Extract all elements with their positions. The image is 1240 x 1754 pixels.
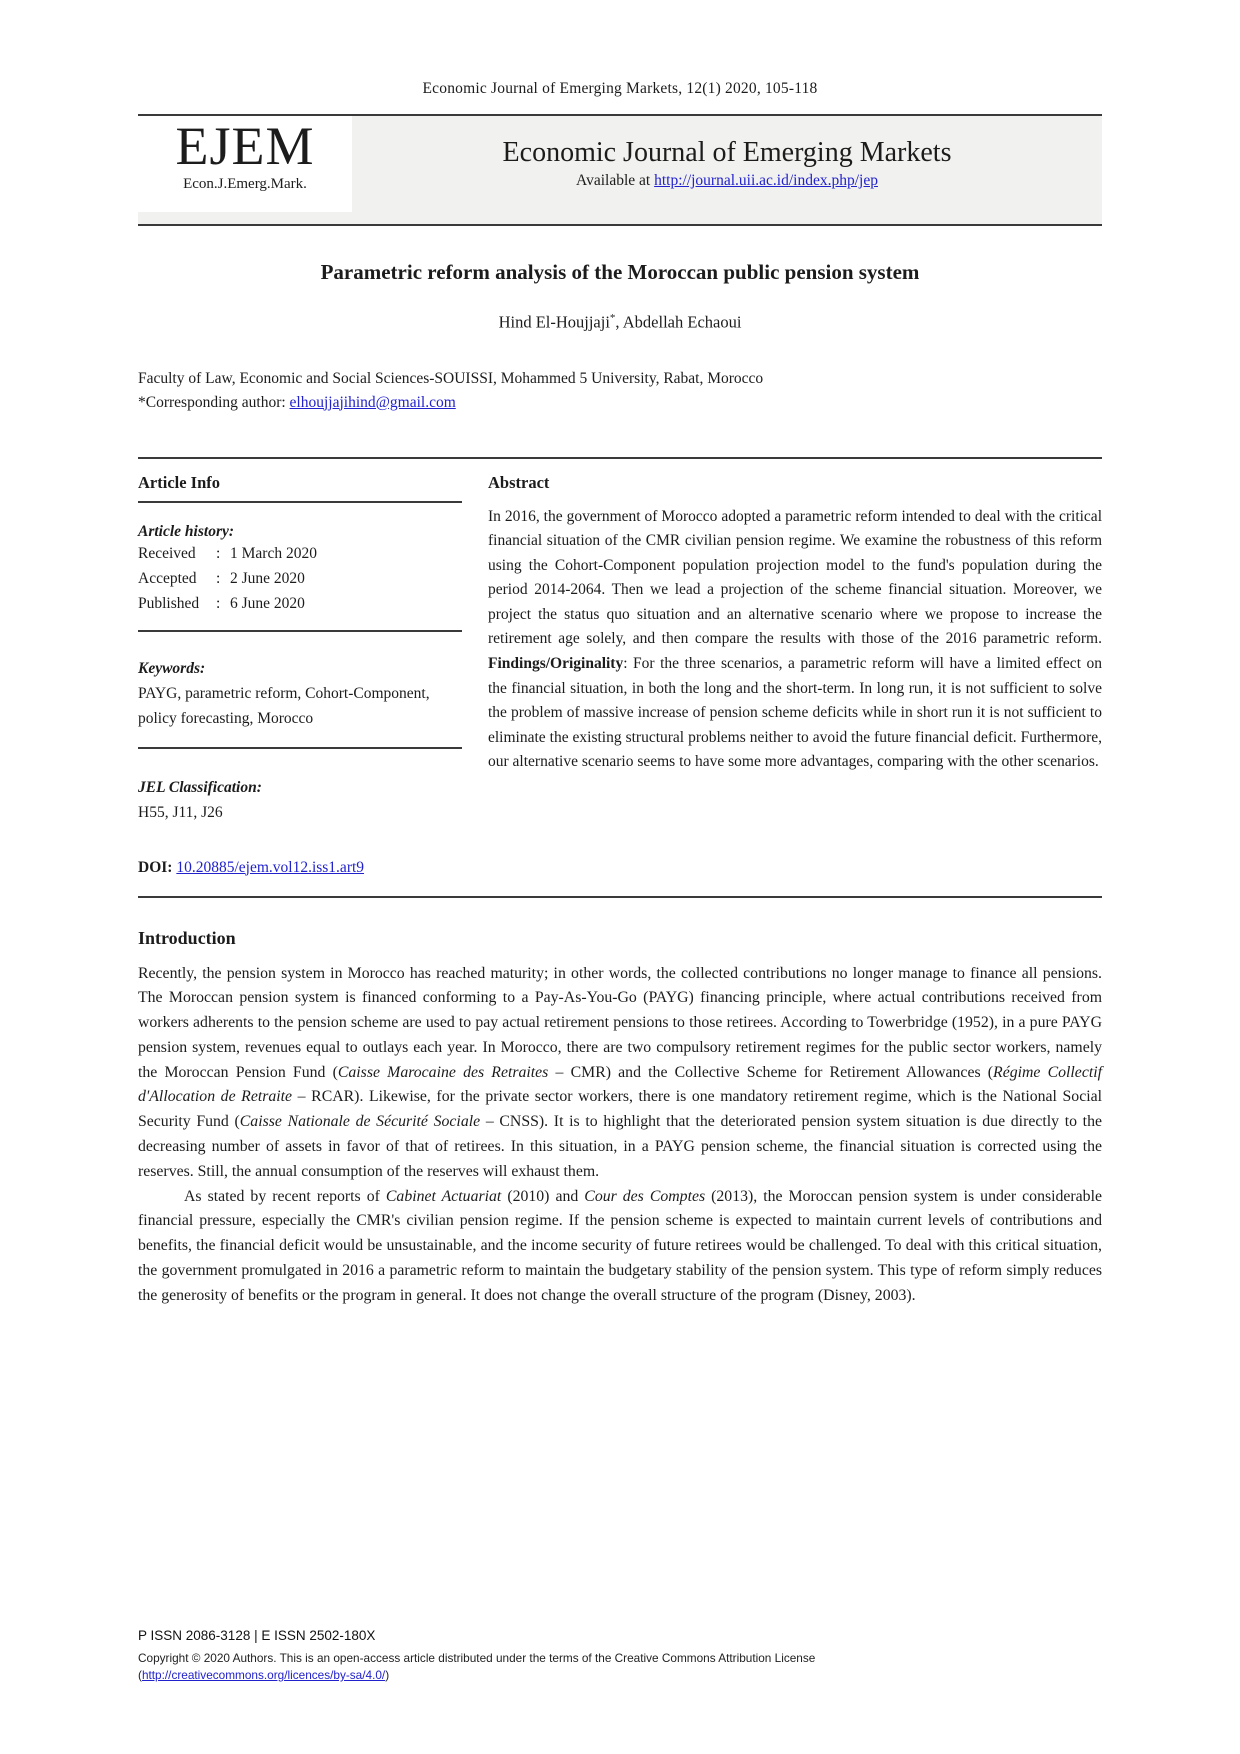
text-segment: (2010) and — [501, 1187, 585, 1205]
corresponding-prefix: *Corresponding author: — [138, 393, 290, 411]
text-segment: – RCAR). Likewise, for the private sector workers, there is one mandatory retirement regime, which is the National Social Security Fund ( — [138, 1088, 1102, 1131]
introduction-heading: Introduction — [138, 927, 236, 948]
article-history-block — [138, 523, 462, 632]
history-label: Received — [138, 544, 196, 562]
affiliation-block — [138, 367, 1102, 415]
history-row-received — [138, 541, 462, 566]
text-segment: As stated by recent reports of — [184, 1187, 386, 1205]
abstract-text — [488, 505, 1102, 776]
keywords-label: Keywords: — [138, 659, 206, 677]
keywords-text: PAYG, parametric reform, Cohort-Component, policy forecasting, Morocco — [138, 684, 430, 727]
journal-masthead — [138, 114, 1102, 226]
copyright-line: Copyright © 2020 Authors. This is an open-access article distributed under the terms of the Creative Commons Attribution License — [138, 1651, 816, 1665]
jel-block — [138, 775, 462, 825]
history-label: Published — [138, 594, 200, 612]
article-title: Parametric reform analysis of the Moroccan public pension system — [320, 260, 920, 284]
journal-title: Economic Journal of Emerging Markets — [502, 137, 952, 168]
corresponding-author-asterisk: * — [609, 312, 616, 324]
history-colon: : — [216, 569, 221, 587]
history-label: Accepted — [138, 569, 197, 587]
journal-logo-acronym: EJEM — [175, 116, 315, 176]
text-segment: Cabinet Actuariat — [385, 1187, 502, 1205]
text-segment: In 2016, the government of Morocco adopted a parametric reform intended to deal with the critical financial situation of the CMR civilian pension regime. We examine the robustness of this reform using the Cohort-Component population projection model to the fund's population during the period 2014-2064. Then we lead a projection of the scheme financial situation. Moreover, we project the status quo situation and an alternative scenario where we propose to increase the retirement age solely, and then compare the results with those of the 2016 parametric reform. — [488, 507, 1102, 648]
author-first: Hind El-Houjjaji — [498, 312, 610, 332]
history-colon: : — [216, 544, 221, 562]
article-history-label: Article history: — [138, 522, 235, 540]
history-row-published — [138, 591, 462, 616]
authors-line — [138, 312, 1102, 333]
journal-logo — [138, 116, 352, 212]
article-info-heading: Article Info — [138, 471, 462, 503]
text-segment: Caisse Nationale de Sécurité Sociale — [239, 1113, 481, 1131]
license-line — [138, 1667, 1102, 1684]
journal-homepage-link[interactable]: http://journal.uii.ac.id/index.php/jep — [654, 172, 878, 189]
text-segment: : For the three scenarios, a parametric reform will have a limited effect on the financial situation, in both the long and the short-term. In long run, it is not sufficient to solve the problem of massive increase of pension scheme deficits while in short run it is not sufficient to eliminate the existing structural problems neither to avoid the future financial deficit. Furthermore, our alternative scenario seems to have some more advantages, comparing with the other scenarios. — [488, 655, 1102, 771]
journal-availability-line — [576, 172, 878, 190]
text-segment: Recently, the pension system in Morocco has reached maturity; in other words, the collected contributions no longer manage to finance all pensions. The Moroccan pension system is financed conforming to a Pay-As-You-Go (PAYG) financing principle, where actual contributions received from workers adherents to the pension scheme are used to pay actual retirement pensions to those retirees. According to Towerbridge (1952), in a pure PAYG pension system, revenues equal to outlays each year. In Morocco, there are two compulsory retirement regimes for the public sector workers, namely the Moroccan Pension Fund ( — [138, 964, 1102, 1081]
text-segment: – CNSS). It is to highlight that the deteriorated pension system situation is due directly to the decreasing number of assets in favor of that of retirees. In this situation, in a PAYG pension scheme, the financial situation is corrected using the reserves. Still, the annual consumption of the reserves will exhaust them. — [138, 1113, 1102, 1180]
history-value: 6 June 2020 — [230, 594, 305, 612]
abstract-heading: Abstract — [488, 472, 550, 492]
inline-link[interactable]: http://creativecommons.org/licences/by-sa/4.0/ — [141, 1668, 386, 1682]
introduction-paragraph-2 — [138, 1185, 1102, 1309]
keywords-block — [138, 656, 462, 749]
history-value: 2 June 2020 — [230, 569, 305, 587]
info-abstract-section — [138, 457, 1102, 898]
issn-line: P ISSN 2086-3128 | E ISSN 2502-180X — [138, 1628, 376, 1643]
jel-label: JEL Classification: — [138, 778, 262, 796]
corresponding-email-link[interactable]: elhoujjajihind@gmail.com — [289, 393, 456, 411]
introduction-paragraph-1 — [138, 962, 1102, 1185]
history-row-accepted — [138, 566, 462, 591]
doi-block — [138, 855, 462, 880]
text-segment: Caisse Marocaine des Retraites — [337, 1063, 549, 1081]
availability-prefix: Available at — [576, 172, 655, 189]
text-segment: (2013), the Moroccan pension system is under considerable financial pressure, especially the CMR's civilian pension regime. If the pension scheme is expected to maintain current levels of contributions and benefits, the financial deficit would be unsustainable, and the income security of future retirees would be challenged. To deal with this critical situation, the government promulgated in 2016 a parametric reform to maintain the budgetary stability of the pension system. This type of reform simply reduces the generosity of benefits or the program in general. It does not change the overall structure of the program (Disney, 2003). — [138, 1187, 1102, 1304]
abstract-column — [488, 471, 1102, 880]
doi-label: DOI: — [138, 858, 173, 876]
text-segment: – CMR) and the Collective Scheme for Retirement Allowances ( — [548, 1063, 994, 1081]
running-head-citation: Economic Journal of Emerging Markets, 12(1) 2020, 105-118 — [422, 80, 818, 97]
doi-link[interactable]: 10.20885/ejem.vol12.iss1.art9 — [176, 858, 365, 876]
text-segment: ( — [138, 1668, 142, 1682]
history-colon: : — [216, 594, 221, 612]
corresponding-author-line — [138, 391, 1102, 415]
history-value: 1 March 2020 — [230, 544, 317, 562]
article-info-column — [138, 471, 462, 880]
text-segment: Findings/Originality — [488, 655, 624, 673]
text-segment: Cour des Comptes — [584, 1187, 706, 1205]
text-segment: Régime Collectif d'Allocation de Retraite — [138, 1063, 1102, 1106]
masthead-title-area — [352, 116, 1102, 212]
author-second: , Abdellah Echaoui — [615, 312, 742, 332]
text-segment: ) — [385, 1668, 390, 1682]
jel-text: H55, J11, J26 — [138, 803, 223, 821]
page-footer — [138, 1628, 1102, 1684]
affiliation-line: Faculty of Law, Economic and Social Sciences-SOUISSI, Mohammed 5 University, Rabat, Morocco — [138, 369, 764, 387]
journal-logo-caption: Econ.J.Emerg.Mark. — [183, 176, 307, 192]
